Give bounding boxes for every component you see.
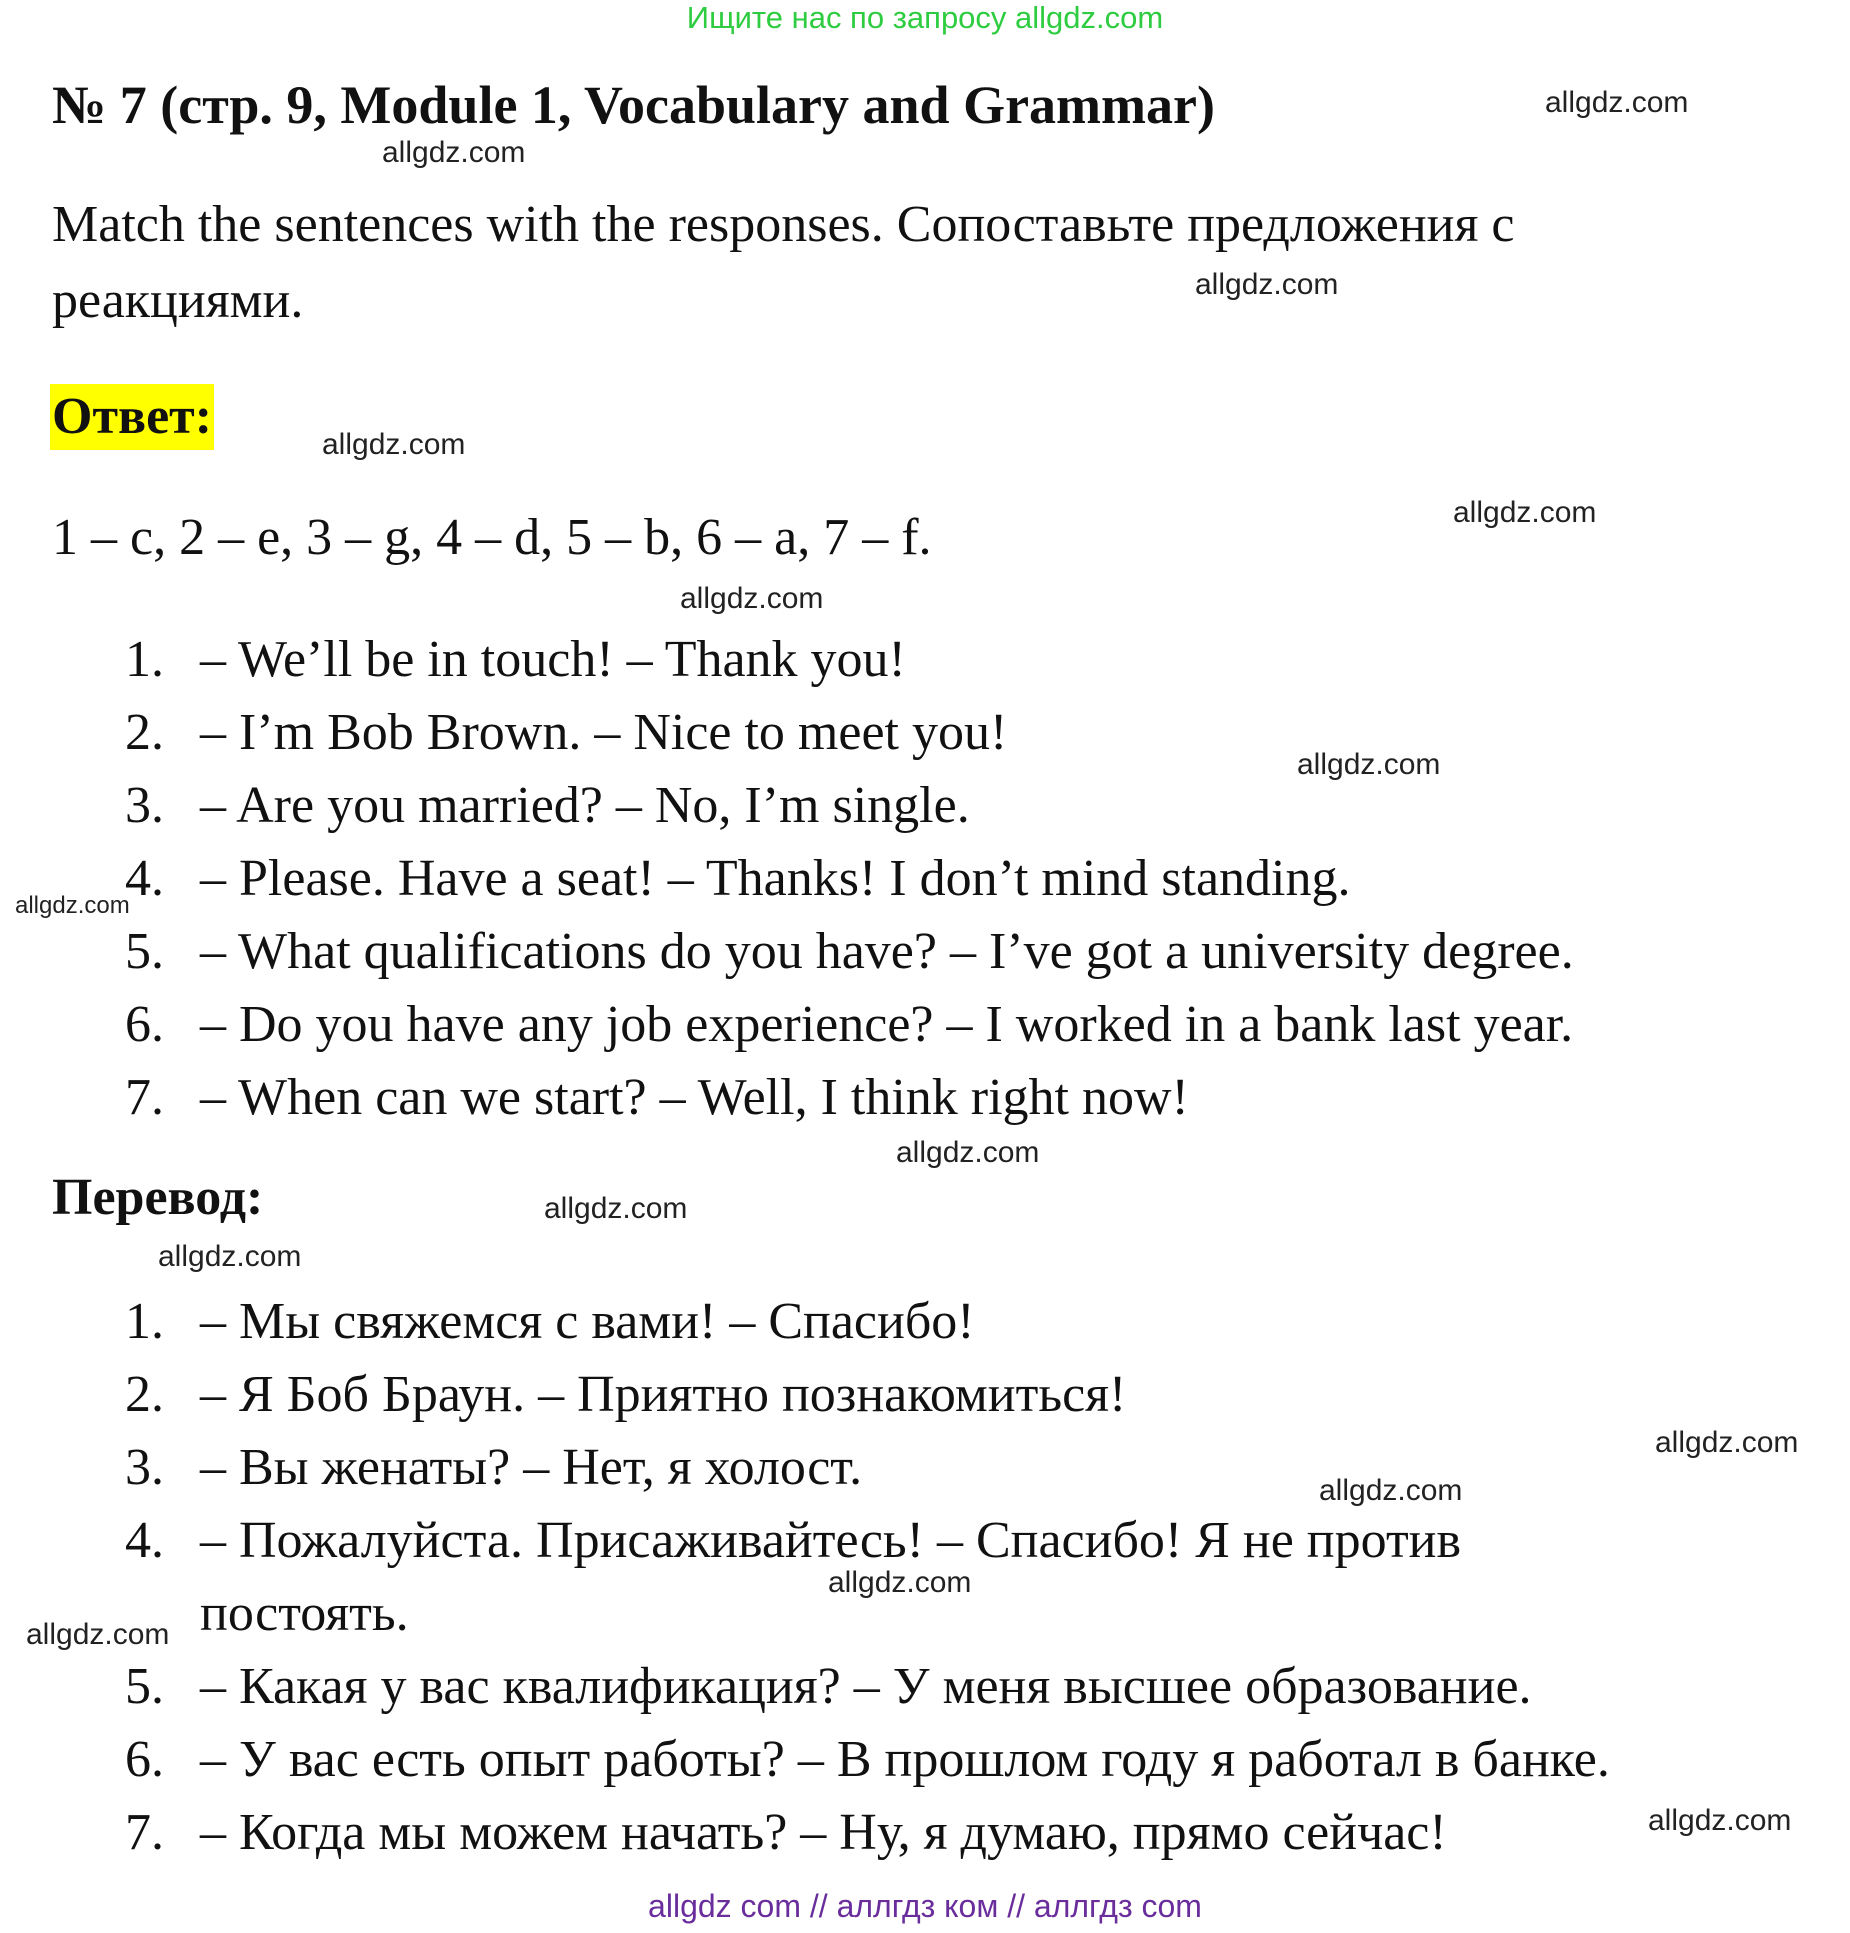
list-item-number: 1. bbox=[125, 1293, 164, 1350]
list-item bbox=[0, 770, 1850, 842]
watermark: allgdz.com bbox=[322, 428, 466, 461]
list-item-number: 4. bbox=[125, 850, 164, 907]
list-item bbox=[0, 843, 1850, 915]
answer-key: 1 – c, 2 – e, 3 – g, 4 – d, 5 – b, 6 – a, 7 – f. bbox=[52, 509, 932, 566]
watermark: allgdz.com bbox=[382, 136, 526, 169]
list-item-number: 1. bbox=[125, 631, 164, 688]
list-item bbox=[0, 1286, 1850, 1358]
watermark: allgdz.com bbox=[26, 1618, 170, 1651]
watermark: allgdz.com bbox=[544, 1192, 688, 1225]
list-item-number: 7. bbox=[125, 1804, 164, 1861]
list-item-text: – What qualifications do you have? – I’ve got a university degree. bbox=[200, 923, 1574, 980]
watermark: allgdz.com bbox=[1319, 1474, 1463, 1507]
watermark: allgdz.com bbox=[828, 1566, 972, 1599]
list-item-number: 4. bbox=[125, 1512, 164, 1569]
list-item-text: – Мы свяжемся с вами! – Спасибо! bbox=[200, 1293, 975, 1350]
list-item-number: 6. bbox=[125, 1731, 164, 1788]
watermark: allgdz.com bbox=[680, 582, 824, 615]
list-item-text: – Когда мы можем начать? – Ну, я думаю, прямо сейчас! bbox=[200, 1804, 1447, 1861]
watermark: allgdz.com bbox=[1655, 1426, 1799, 1459]
list-item-text: – Do you have any job experience? – I worked in a bank last year. bbox=[200, 996, 1574, 1053]
list-item bbox=[0, 697, 1850, 769]
list-item-text: – I’m Bob Brown. – Nice to meet you! bbox=[200, 704, 1008, 761]
list-item-number: 2. bbox=[125, 704, 164, 761]
list-item bbox=[0, 989, 1850, 1061]
list-item-number: 5. bbox=[125, 923, 164, 980]
list-item-text: – We’ll be in touch! – Thank you! bbox=[200, 631, 906, 688]
list-item bbox=[0, 1359, 1850, 1431]
watermark: allgdz.com bbox=[896, 1136, 1040, 1169]
list-item-number: 2. bbox=[125, 1366, 164, 1423]
list-item-text: – У вас есть опыт работы? – В прошлом году я работал в банке. bbox=[200, 1731, 1610, 1788]
watermark: allgdz.com bbox=[1545, 86, 1689, 119]
list-item-number: 3. bbox=[125, 1439, 164, 1496]
watermark: allgdz.com bbox=[1648, 1804, 1792, 1837]
watermark: allgdz.com bbox=[1195, 268, 1339, 301]
list-item-number: 6. bbox=[125, 996, 164, 1053]
watermark: allgdz.com bbox=[1453, 496, 1597, 529]
list-item bbox=[0, 1797, 1850, 1869]
list-item-text: – Please. Have a seat! – Thanks! I don’t mind standing. bbox=[200, 850, 1351, 907]
list-item-text: постоять. bbox=[200, 1585, 409, 1642]
list-item-number: 5. bbox=[125, 1658, 164, 1715]
list-item-text: – Какая у вас квалификация? – У меня высшее образование. bbox=[200, 1658, 1532, 1715]
list-item-text: – Я Боб Браун. – Приятно познакомиться! bbox=[200, 1366, 1127, 1423]
page-title: № 7 (стр. 9, Module 1, Vocabulary and Grammar) bbox=[52, 75, 1215, 135]
list-item bbox=[0, 1651, 1850, 1723]
watermark: allgdz.com bbox=[158, 1240, 302, 1273]
list-item bbox=[0, 624, 1850, 696]
list-item-text: – When can we start? – Well, I think right now! bbox=[200, 1069, 1189, 1126]
watermark: allgdz.com bbox=[15, 892, 130, 919]
task-instruction-line-1: Match the sentences with the responses. Сопоставьте предложения с bbox=[52, 196, 1515, 253]
answer-heading: Ответ: bbox=[50, 384, 214, 450]
task-instruction-line-2: реакциями. bbox=[52, 272, 304, 329]
list-item bbox=[0, 1724, 1850, 1796]
list-item-text: – Вы женаты? – Нет, я холост. bbox=[200, 1439, 863, 1496]
list-item-number: 3. bbox=[125, 777, 164, 834]
footer-watermark: allgdz com // аллгдз ком // аллгдз com bbox=[648, 1888, 1202, 1924]
translation-heading: Перевод: bbox=[52, 1169, 264, 1226]
list-item-number: 7. bbox=[125, 1069, 164, 1126]
list-item-text: – Are you married? – No, I’m single. bbox=[200, 777, 970, 834]
list-item-text: – Пожалуйста. Присаживайтесь! – Спасибо! Я не против bbox=[200, 1512, 1462, 1569]
top-banner: Ищите нас по запросу allgdz.com bbox=[686, 0, 1164, 35]
list-item bbox=[0, 1062, 1850, 1134]
list-item bbox=[0, 1432, 1850, 1504]
watermark: allgdz.com bbox=[1297, 748, 1441, 781]
list-item bbox=[0, 916, 1850, 988]
